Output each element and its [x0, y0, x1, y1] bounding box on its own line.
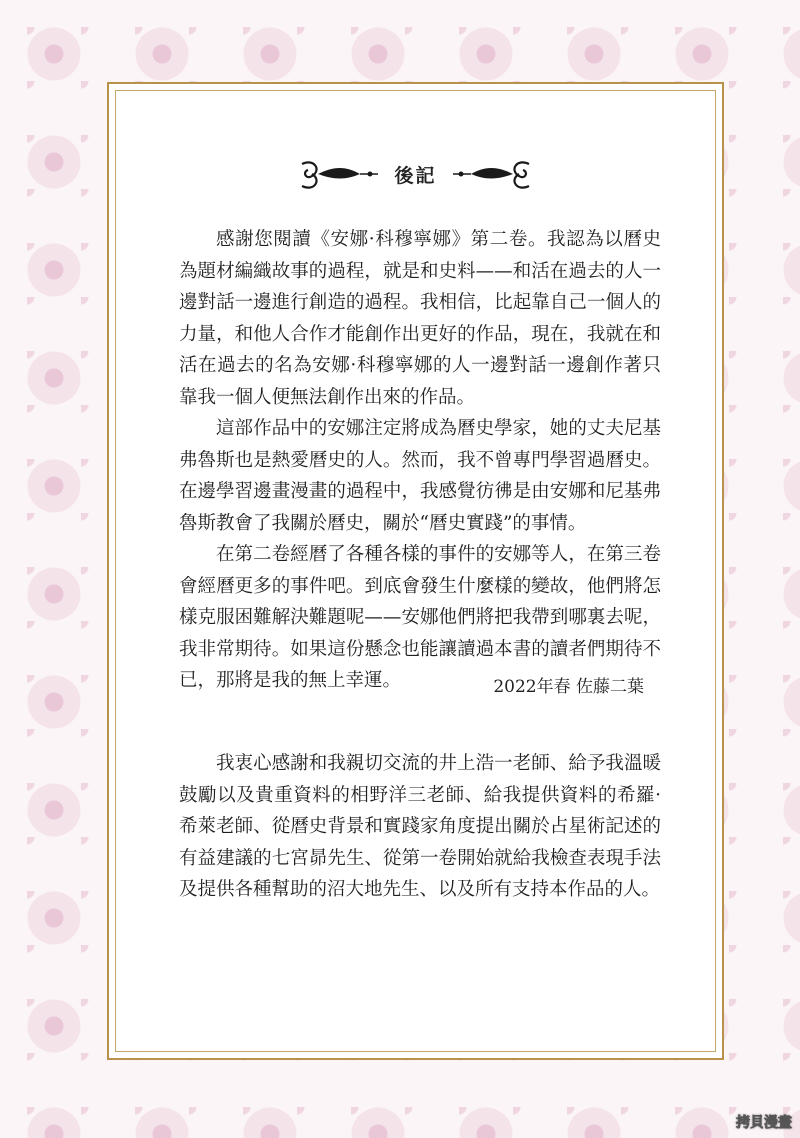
- acknowledgement-paragraph: 我衷心感謝和我親切交流的井上浩一老師、給予我溫暖鼓勵以及貴重資料的相野洋三老師、給我提供資料的希羅·希萊老師、從曆史背景和實踐家角度提出關於占星術記述的有益建議的七宮昴先生、從第一卷開始就給我檢查表現手法及提供各種幫助的沼大地先生、以及所有支持本作品的人。: [179, 753, 661, 900]
- page-frame: [107, 82, 724, 1060]
- page-title: 後記: [394, 164, 437, 187]
- left-flourish-icon: [300, 156, 380, 192]
- watermark-text: 拷貝漫畫: [736, 1115, 792, 1131]
- right-flourish-icon: [451, 156, 531, 192]
- afterword-body: [179, 224, 661, 697]
- heading-row: [109, 154, 722, 194]
- paragraph-1: 感謝您閱讀《安娜·科穆寧娜》第二卷。我認為以曆史為題材編織故事的過程，就是和史料——和活在過去的人一邊對話一邊進行創造的過程。我相信，比起靠自己一個人的力量，和他人合作才能創作出更好的作品，現在，我就在和活在過去的名為安娜·科穆寧娜的人一邊對話一邊創作著只靠我一個人便無法創作出來的作品。: [179, 229, 661, 408]
- signature: 2022年春 佐藤二葉: [493, 677, 644, 697]
- acknowledgement-block: [179, 748, 661, 906]
- paragraph-2: 這部作品中的安娜注定將成為曆史學家，她的丈夫尼基弗魯斯也是熱愛曆史的人。然而，我不曾專門學習過曆史。在邊學習邊畫漫畫的過程中，我感覺彷彿是由安娜和尼基弗魯斯教會了我關於曆史，關於“曆史實踐”的事情。: [179, 418, 661, 534]
- paragraph-3: 在第二卷經曆了各種各樣的事件的安娜等人，在第三卷會經曆更多的事件吧。到底會發生什麼樣的變故，他們將怎樣克服困難解決難題呢——安娜他們將把我帶到哪裏去呢，我非常期待。如果這份懸念也能讓讀過本書的讀者們期待不已，那將是我的無上幸運。: [179, 544, 661, 691]
